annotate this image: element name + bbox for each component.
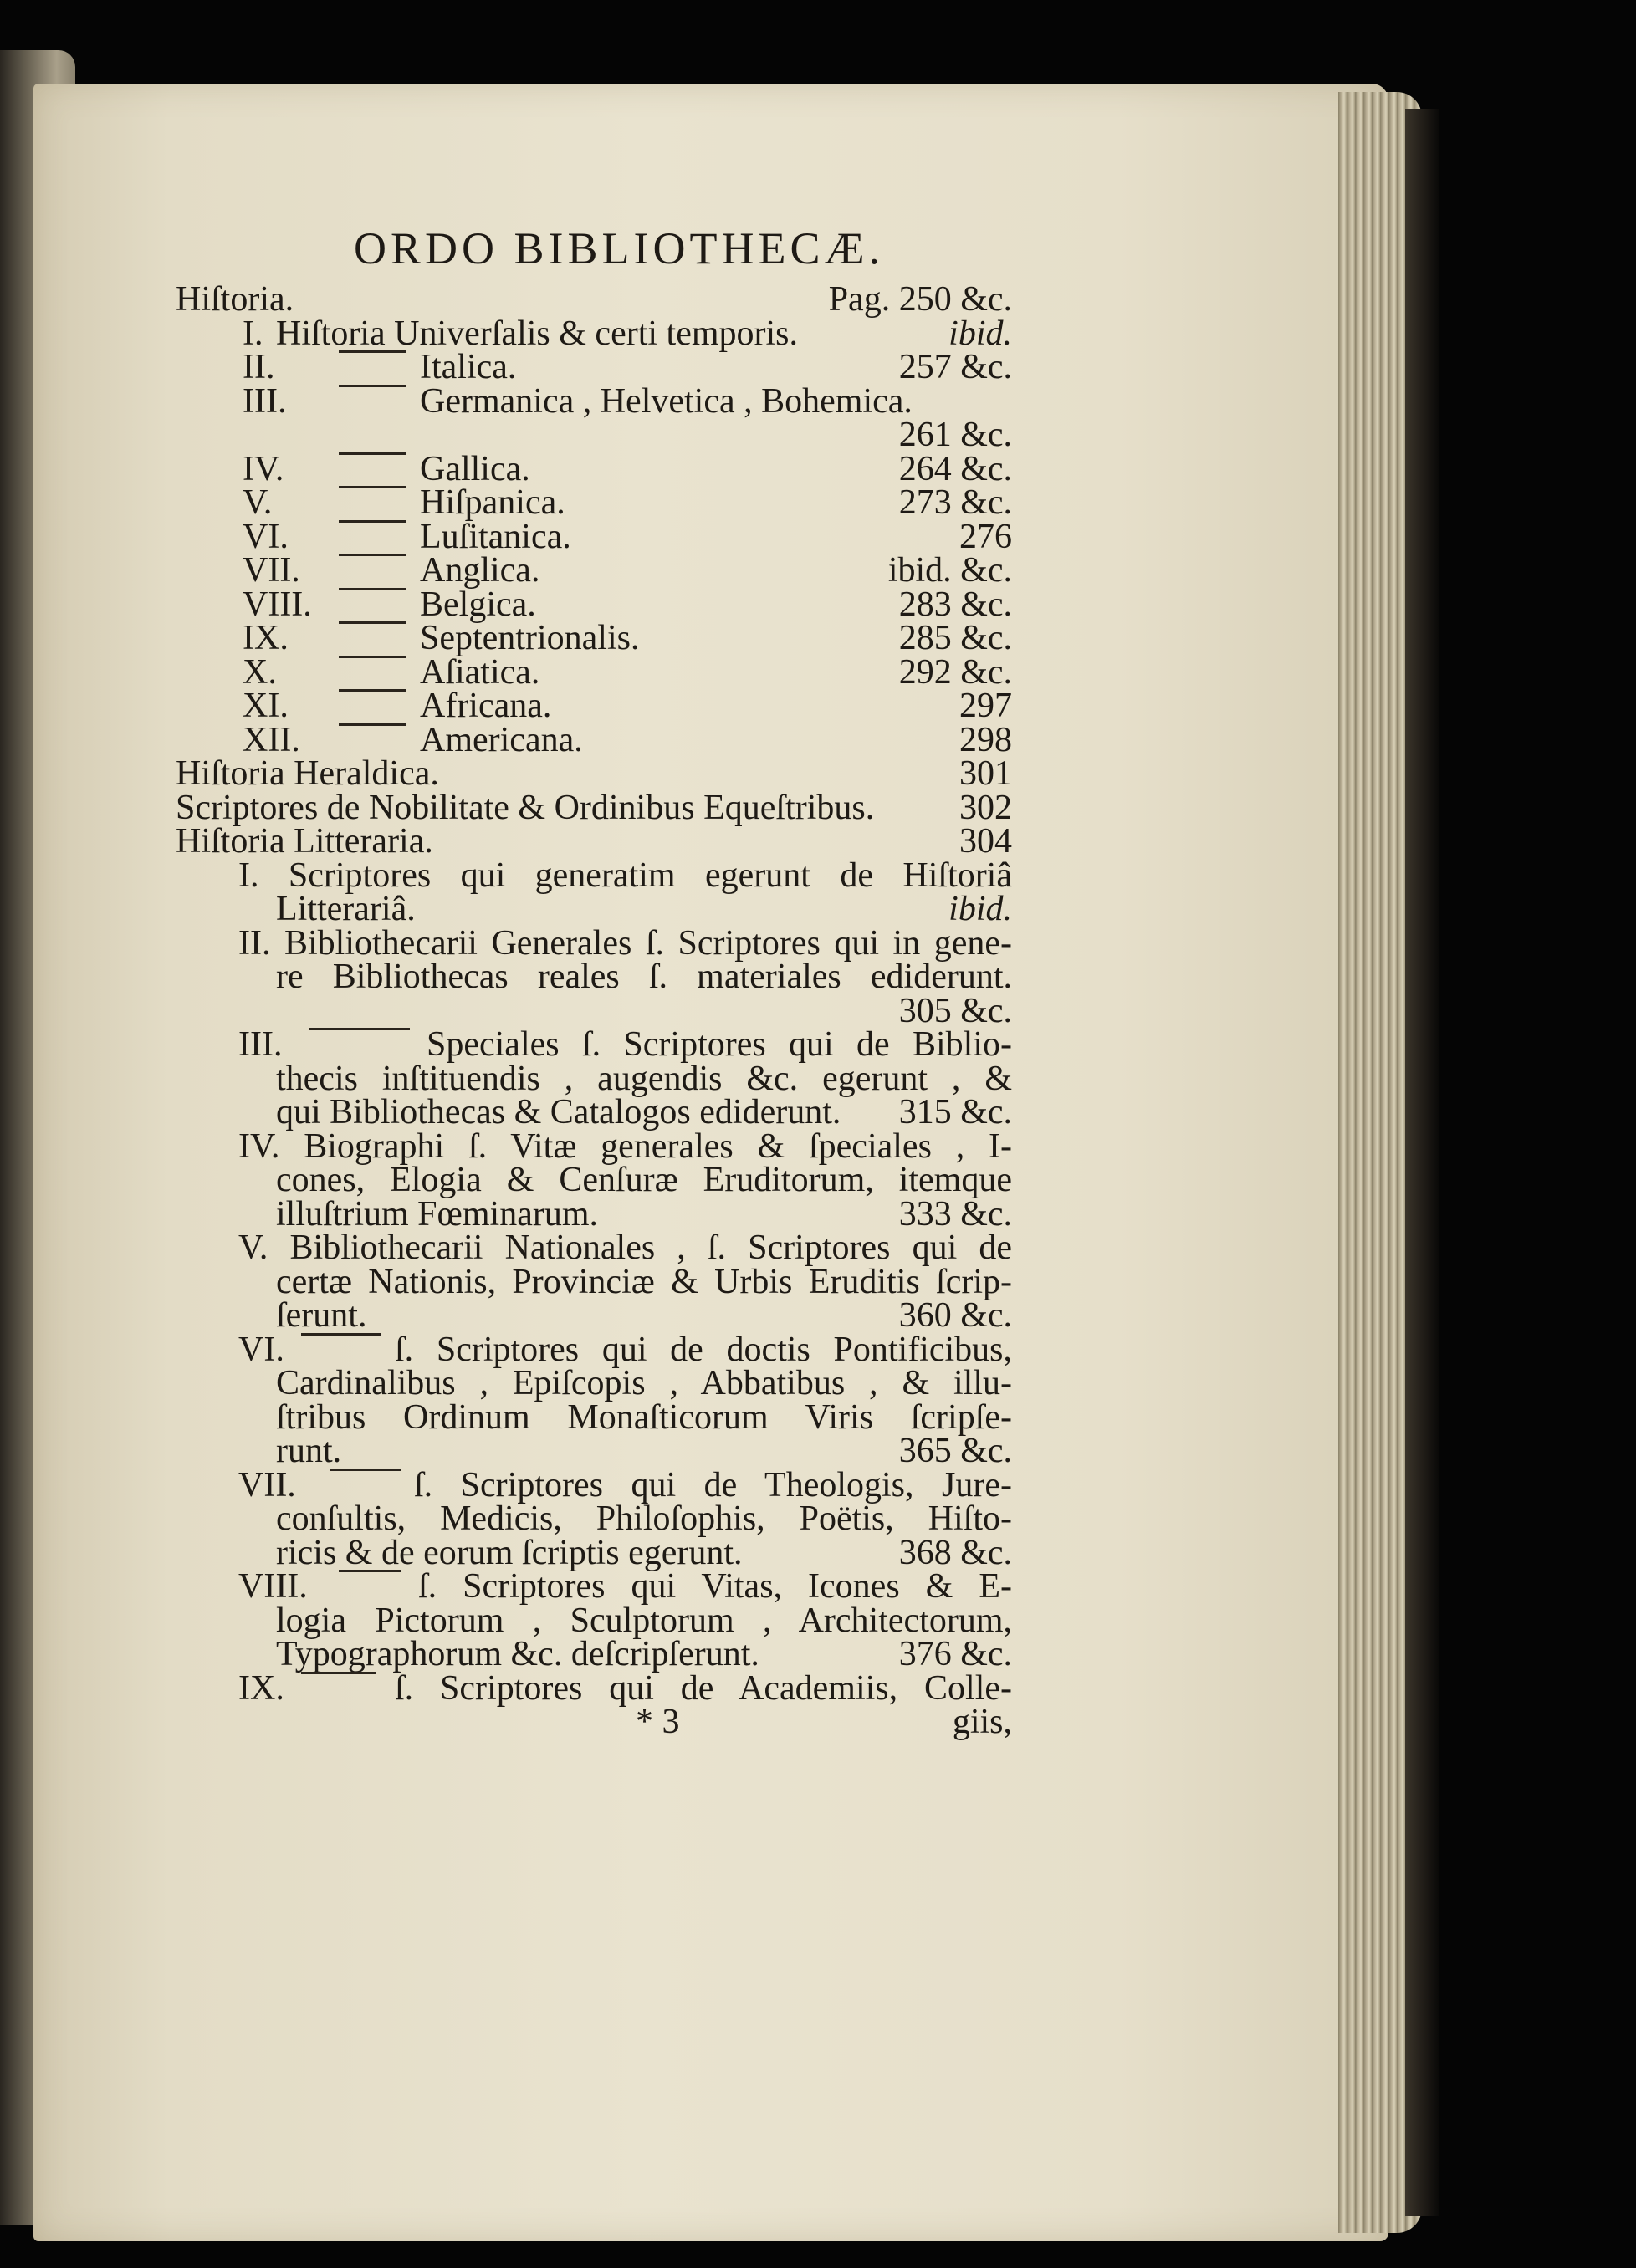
row-number: VI. — [243, 517, 289, 556]
catchword: giis, — [952, 1703, 1012, 1741]
entry-text-content: ſ. Scriptores qui de Theologis, Jure- — [414, 1465, 1012, 1504]
dash-rule — [339, 486, 406, 488]
entry-line — [176, 991, 1012, 1030]
entry-page: 368 &c. — [898, 1533, 1012, 1572]
index-row — [176, 788, 1012, 827]
row-page: 302 — [959, 788, 1012, 827]
entry-line — [176, 923, 1012, 963]
entry-line — [176, 1465, 1012, 1504]
entry-text-content: II. Bibliothecarii Generales ſ. Scriptores qui in gene- — [238, 923, 1012, 963]
dash-rule — [301, 1333, 381, 1336]
entry-text: illuſtrium Fœminarum. — [276, 1194, 598, 1234]
entry-text-content: cones, Elogia & Cenſuræ Eruditorum, itemque — [276, 1161, 1012, 1199]
row-label: Germanica , Helvetica , Bohemica. — [420, 381, 913, 421]
row-page: ibid. — [948, 314, 1012, 353]
row-label: Hiſtoria. — [176, 280, 294, 319]
index-row — [176, 822, 1012, 861]
entry-text-content: certæ Nationis, Provinciæ & Urbis Eruditis ſcrip- — [276, 1262, 1012, 1301]
entry-text — [276, 1499, 1012, 1538]
row-page: 301 — [959, 754, 1012, 793]
row-number: XI. — [243, 687, 289, 725]
row-number: IX. — [243, 619, 289, 657]
row-page: 257 &c. — [898, 348, 1012, 386]
row-number: X. — [243, 652, 277, 692]
entry-text — [276, 1163, 1012, 1198]
entry-text-content: I. Scriptores qui generatim egerunt de Hiſtoriâ — [238, 856, 1012, 895]
entry-line — [176, 856, 1012, 895]
entry-text-content: ſ. Scriptores qui de doctis Pontificibus, — [395, 1330, 1012, 1369]
entry-text: ricis & de eorum ſcriptis egerunt. — [276, 1533, 743, 1572]
entry-line — [176, 1637, 1012, 1672]
entry-text-content: Cardinalibus , Epiſcopis , Abbatibus , & illu- — [276, 1364, 1012, 1402]
entry-text — [276, 1262, 1012, 1301]
index-row — [176, 314, 1012, 353]
entry-text — [276, 960, 1012, 994]
signature-mark: * 3 — [636, 1703, 680, 1741]
row-label: Scriptores de Nobilitate & Ordinibus Equeſtribus. — [176, 788, 875, 827]
page-title: ORDO BIBLIOTHECÆ. — [354, 223, 884, 273]
entry-line — [176, 892, 1012, 927]
entry-text-content: Speciales ſ. Scriptores qui de Biblio- — [427, 1025, 1012, 1064]
entry-text-content: logia Pictorum , Sculptorum , Architectorum, — [276, 1601, 1012, 1640]
row-page: 285 &c. — [898, 619, 1012, 657]
row-page: 304 — [959, 822, 1012, 861]
dash-rule — [309, 1028, 410, 1030]
entry-text-content: ſ. Scriptores qui de Academiis, Colle- — [395, 1668, 1012, 1708]
entry-text-content: conſultis, Medicis, Philoſophis, Poëtis, Hiſto- — [276, 1499, 1012, 1538]
entry-page: 360 &c. — [898, 1296, 1012, 1335]
entry-line — [176, 960, 1012, 994]
row-page: 298 — [959, 720, 1012, 759]
entry-text — [276, 1397, 1012, 1437]
row-label: Septentrionalis. — [420, 619, 640, 657]
entry-text — [418, 1567, 1012, 1606]
entry-text: ſerunt. — [276, 1296, 367, 1335]
row-label: Italica. — [420, 348, 517, 386]
entry-text — [395, 1668, 1012, 1708]
entry-line — [176, 1059, 1012, 1098]
entry-text-content: ſ. Scriptores qui Vitas, Icones & E- — [418, 1567, 1012, 1606]
entry-line — [176, 1093, 1012, 1131]
index-row — [176, 381, 1012, 421]
row-label: Hiſtoria Univerſalis & certi temporis. — [276, 314, 799, 353]
entry-line — [176, 1330, 1012, 1369]
dash-rule — [339, 1570, 401, 1572]
entry-text — [276, 1059, 1012, 1098]
entry-line — [176, 1296, 1012, 1335]
index-row — [176, 652, 1012, 692]
entry-text — [276, 1601, 1012, 1640]
entry-number: VIII. — [238, 1567, 308, 1606]
entry-number: VII. — [238, 1465, 296, 1504]
entry-text: qui Bibliothecas & Catalogos ediderunt. — [276, 1093, 841, 1131]
dash-rule — [330, 1469, 401, 1471]
row-page: 273 &c. — [898, 483, 1012, 522]
row-page: 297 — [959, 687, 1012, 725]
entry-text — [276, 1366, 1012, 1401]
index-row — [176, 280, 1012, 319]
page-text — [176, 223, 1012, 1741]
entry-line — [176, 1366, 1012, 1401]
entry-page: 305 &c. — [898, 991, 1012, 1030]
row-label: Americana. — [420, 720, 583, 759]
index-row — [176, 551, 1012, 590]
entry-text — [395, 1330, 1012, 1369]
row-number: I. — [243, 314, 263, 353]
entry-line — [176, 1533, 1012, 1572]
row-number: XII. — [243, 720, 300, 759]
index-row — [176, 585, 1012, 624]
entry-text: runt. — [276, 1432, 342, 1470]
row-label: Hiſtoria Litteraria. — [176, 822, 433, 861]
dash-rule — [339, 385, 406, 387]
row-page: 292 &c. — [898, 652, 1012, 692]
index-row — [176, 689, 1012, 723]
row-label: Hiſpanica. — [420, 483, 565, 522]
entry-page: ibid. — [948, 890, 1012, 928]
entry-text — [238, 923, 1012, 963]
row-label: Gallica. — [420, 449, 530, 488]
row-number: II. — [243, 348, 275, 386]
entry-text — [414, 1465, 1012, 1504]
page-footer — [176, 1705, 1012, 1739]
index-row — [176, 720, 1012, 759]
row-label: Aſiatica. — [420, 652, 540, 692]
row-label: Belgica. — [420, 585, 536, 624]
entry-line — [176, 1025, 1012, 1064]
entry-line — [176, 1163, 1012, 1198]
row-page: 276 — [959, 517, 1012, 556]
dash-rule — [339, 689, 406, 692]
index-row — [176, 517, 1012, 556]
entry-text-content: re Bibliothecas reales ſ. materiales ediderunt. — [276, 958, 1012, 996]
dash-rule — [301, 1672, 376, 1674]
index-row — [176, 754, 1012, 793]
dash-rule — [339, 350, 406, 353]
index-row — [176, 483, 1012, 522]
row-number: VII. — [243, 551, 300, 590]
row-label: Hiſtoria Heraldica. — [176, 754, 439, 793]
entry-text-content: thecis inſtituendis , augendis &c. egerunt , & — [276, 1059, 1012, 1098]
binding-shadow — [1405, 109, 1439, 2216]
entry-text: Litterariâ. — [276, 890, 416, 928]
entry-line — [176, 1601, 1012, 1640]
entry-line — [176, 1499, 1012, 1538]
entry-line — [176, 1228, 1012, 1267]
entry-number: VI. — [238, 1330, 284, 1369]
dash-rule — [339, 554, 406, 556]
index-row — [176, 621, 1012, 656]
entry-line — [176, 1262, 1012, 1301]
entry-text-content: IV. Biographi ſ. Vitæ generales & ſpeciales , I- — [238, 1126, 1012, 1166]
row-number: III. — [243, 381, 287, 421]
entry-number: IX. — [238, 1668, 284, 1708]
row-page: Pag. 250 &c. — [828, 280, 1012, 319]
dash-rule — [339, 452, 406, 455]
entry-text-content: ſtribus Ordinum Monaſticorum Viris ſcripſe- — [276, 1397, 1012, 1437]
entry-page: 365 &c. — [898, 1432, 1012, 1470]
entry-line — [176, 1194, 1012, 1234]
entry-line — [176, 1668, 1012, 1708]
dash-rule — [339, 656, 406, 658]
index-row — [176, 449, 1012, 488]
entry-text: Typographorum &c. deſcripſerunt. — [276, 1635, 759, 1673]
row-label: Luſitanica. — [420, 517, 571, 556]
dash-rule — [339, 621, 406, 624]
row-number: IV. — [243, 449, 284, 488]
entry-number: III. — [238, 1025, 283, 1064]
entry-line — [176, 1434, 1012, 1469]
row-page: 283 &c. — [898, 585, 1012, 624]
row-label: Africana. — [420, 687, 552, 725]
row-page: ibid. &c. — [887, 551, 1012, 590]
row-number: V. — [243, 483, 273, 522]
entry-text — [238, 856, 1012, 895]
entry-text-content: V. Bibliothecarii Nationales , ſ. Scriptores qui de — [238, 1228, 1012, 1267]
entry-text — [427, 1025, 1012, 1064]
entry-text — [238, 1126, 1012, 1166]
entry-line — [176, 1567, 1012, 1606]
dash-rule — [339, 520, 406, 523]
entry-text — [238, 1228, 1012, 1267]
entry-page: 376 &c. — [898, 1635, 1012, 1673]
dash-rule — [339, 723, 406, 726]
entry-page: 333 &c. — [898, 1194, 1012, 1234]
dash-rule — [339, 588, 406, 590]
index-row — [176, 418, 1012, 452]
entry-line — [176, 1397, 1012, 1437]
index-row — [176, 350, 1012, 385]
row-page: 264 &c. — [898, 449, 1012, 488]
entry-page: 315 &c. — [898, 1093, 1012, 1131]
row-number: VIII. — [243, 585, 312, 624]
row-label: Anglica. — [420, 551, 540, 590]
entry-line — [176, 1126, 1012, 1166]
row-page: 261 &c. — [898, 416, 1012, 454]
